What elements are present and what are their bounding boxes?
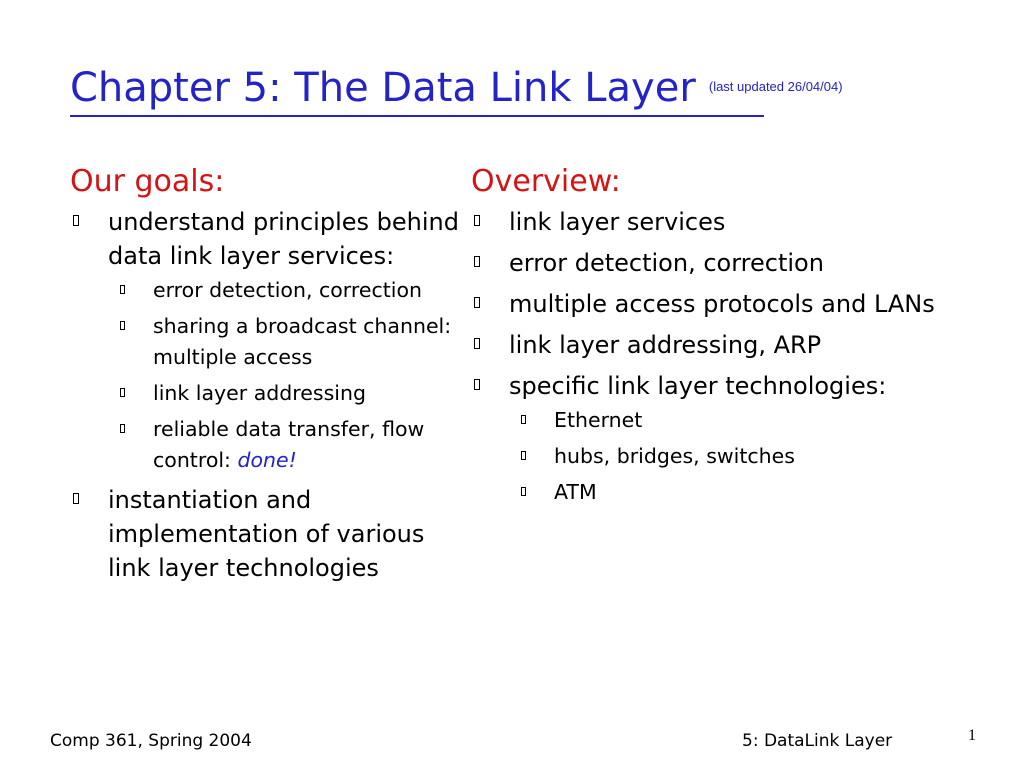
goal-sublist [108,275,460,476]
overview-text: specific link layer technologies: [509,372,887,400]
goal-subtext: sharing a broadcast channel: multiple access [153,314,452,369]
list-item [509,441,941,472]
footer-course: Comp 361, Spring 2004 [50,731,252,751]
done-emphasis: done! [237,448,297,472]
goal-subtext: link layer addressing [153,381,366,405]
list-item [108,414,460,476]
goal-text: instantiation and implementation of various link layer technologies [108,486,425,582]
page-number: 1 [968,727,976,744]
bullet-icon [474,256,480,267]
overview-text: error detection, correction [509,249,824,277]
bullet-icon [474,215,480,226]
list-item [509,405,941,436]
bullet-icon [521,487,526,496]
list-item [70,483,460,585]
overview-text: link layer services [509,208,726,236]
overview-subtext: Ethernet [554,408,643,432]
overview-heading: Overview: [471,164,621,199]
goal-subtext: reliable data transfer, flow control: [153,417,425,472]
overview-sublist [509,405,941,508]
list-item [471,287,941,321]
bullet-icon [474,297,480,308]
slide-title: Chapter 5: The Data Link Layer [70,65,696,111]
bullet-icon [521,415,526,424]
list-item [471,246,941,280]
footer-chapter: 5: DataLink Layer [742,731,893,751]
overview-text: link layer addressing, ARP [509,331,822,359]
last-updated-note: (last updated 26/04/04) [708,79,843,94]
bullet-icon [474,379,480,390]
goals-list [70,205,460,585]
bullet-icon [474,338,480,349]
list-item [471,205,941,239]
overview-subtext: hubs, bridges, switches [554,444,795,468]
goal-text: understand principles behind data link layer services: [108,208,459,270]
title-underline [70,115,764,117]
list-item [509,477,941,508]
list-item [70,205,460,476]
overview-subtext: ATM [554,480,597,504]
list-item [471,369,941,508]
title-row [70,62,843,114]
list-item [108,311,460,373]
goal-subtext: error detection, correction [153,278,423,302]
overview-list [471,205,941,508]
bullet-icon [120,285,125,294]
overview-text: multiple access protocols and LANs [509,290,935,318]
bullet-icon [120,388,125,397]
goals-heading: Our goals: [70,164,225,199]
bullet-icon [73,215,79,226]
list-item [108,378,460,409]
list-item [471,328,941,362]
bullet-icon [73,493,79,504]
bullet-icon [120,424,125,433]
bullet-icon [120,321,125,330]
goals-column [70,163,460,592]
overview-column [471,163,941,515]
bullet-icon [521,451,526,460]
list-item [108,275,460,306]
